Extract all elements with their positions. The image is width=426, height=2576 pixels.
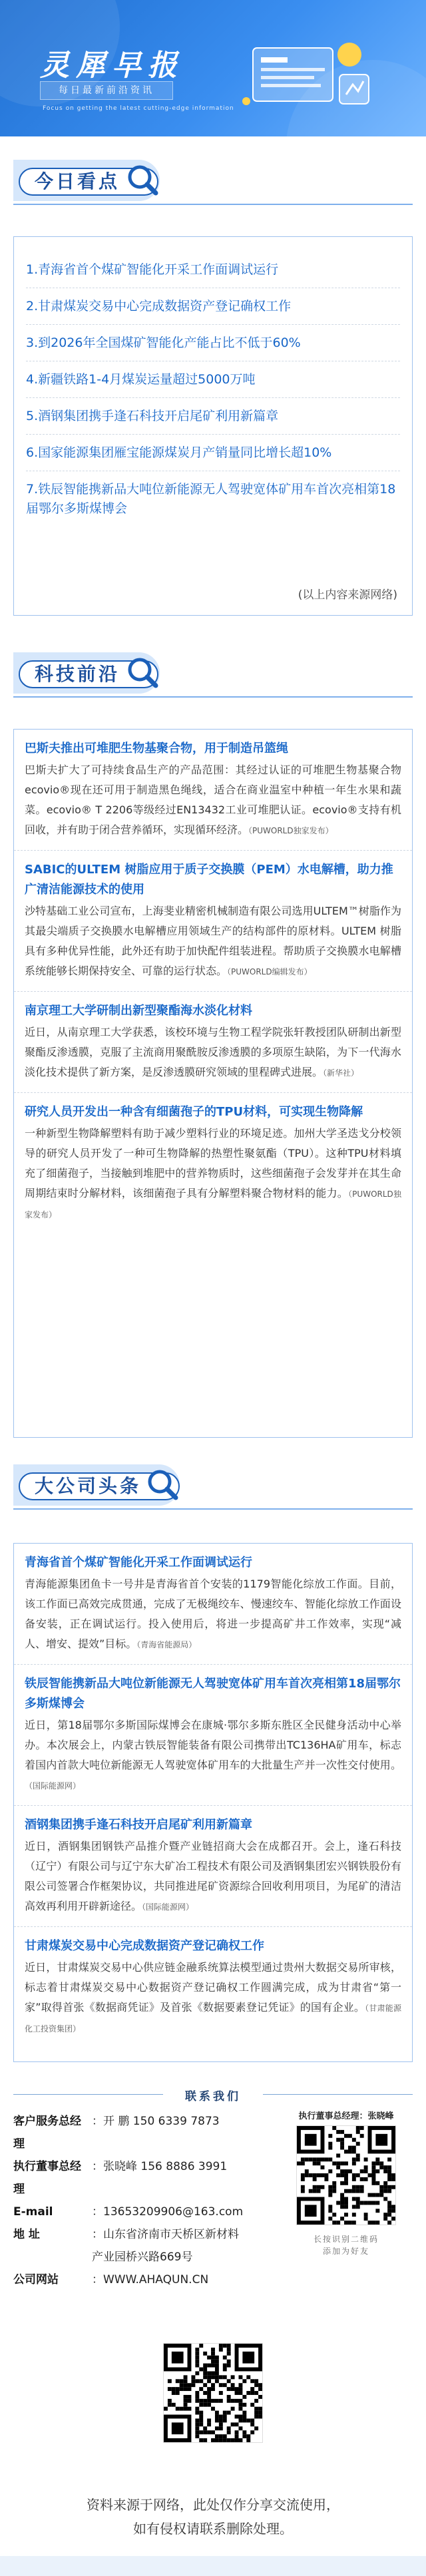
- article-title[interactable]: 研究人员开发出一种含有细菌孢子的TPU材料，可实现生物降解: [25, 1105, 363, 1119]
- contact-row: [13, 2155, 266, 2201]
- contact-row: [13, 2110, 266, 2155]
- contact-qr-panel: [280, 2109, 413, 2257]
- article-body: 沙特基础工业公司宣布，上海斐业精密机械制造有限公司选用ULTEM™树脂作为其最尖端质子交换膜水电解槽应用领域生产的结构部件的原材料。ULTEM 树脂具有多种优异性能，此外还有助于加快配件组装进程。帮助质子交换膜水电解槽系统能够长期保持安全、可靠的运行状态。: [25, 905, 401, 977]
- contact-value: ：山东省济南市天桥区新材料: [92, 2228, 239, 2241]
- footer-line: 资料来源于网络，此处仅作分享交流使用，: [87, 2497, 339, 2513]
- section-title-today: 今日看点: [19, 168, 158, 196]
- article-body: 一种新型生物降解塑料有助于减少塑料行业的环境足迹。加州大学圣迭戈分校领导的研究人员开发了一种可生物降解的热塑性聚氨酯（TPU）。这种TPU材料填充了细菌孢子，当接触到堆肥中的营养物质时，这些细菌孢子会发芽并在其生命周期结束时分解材料，该细菌孢子具有分解塑料聚合物材料的能力。: [25, 1127, 401, 1199]
- article-title[interactable]: 南京理工大学研制出新型聚酯海水淡化材料: [25, 1004, 252, 1018]
- footer-bar: [0, 2556, 426, 2576]
- section-heading-tech: [13, 652, 413, 700]
- article-title[interactable]: 青海省首个煤矿智能化开采工作面调试运行: [25, 1556, 252, 1570]
- article-source: （PUWORLD独家发布）: [248, 826, 333, 835]
- section-heading-today: [13, 160, 413, 208]
- contact-label: 公司网站: [13, 2273, 59, 2286]
- contact-label: E-mail: [13, 2205, 53, 2219]
- divider: [263, 2094, 413, 2095]
- article: [14, 1665, 412, 1806]
- contact-value[interactable]: ：13653209906@163.com: [92, 2205, 244, 2219]
- qr-hint: 添加为好友: [322, 2247, 369, 2256]
- article-body: 近日，第18届鄂尔多斯国际煤博会在康城·鄂尔多斯东胜区全民健身活动中心举办。本次展会上，内蒙古铁辰智能装备有限公司携带出TC136HA矿用车，标志着国内首款大吨位新能源无人驾驶宽体矿用车的大批量生产并一次性交付使用。: [25, 1719, 401, 1771]
- article-body: 巴斯夫扩大了可持续食品生产的产品范围：其经过认证的可堆肥生物基聚合物ecovio®现在还可用于制造黑色绳线，适合在商业温室中种植一年生水果和蔬菜。ecovio® T 2206等级经过EN13432工业可堆肥认证。ecovio®支持有机回收，并有助于闭合营养循环，实现循环经济。: [25, 763, 401, 836]
- contact-row: [13, 2246, 266, 2268]
- contact-row: [13, 2268, 266, 2291]
- article: [14, 992, 412, 1093]
- account-qr-code-icon[interactable]: [163, 2343, 263, 2443]
- article-title[interactable]: 铁辰智能携新品大吨位新能源无人驾驶宽体矿用车首次亮相第18届鄂尔多斯煤博会: [25, 1677, 401, 1711]
- article-source: （PUWORLD独家发布）: [25, 1189, 401, 1219]
- article-source: （PUWORLD编辑发布）: [227, 967, 312, 976]
- qr-hint: 长按识别二维码: [313, 2235, 379, 2244]
- footer-line: 如有侵权请联系删除处理。: [133, 2521, 293, 2537]
- magnifier-icon: [145, 1467, 180, 1502]
- contact-value[interactable]: ：WWW.AHAQUN.CN: [92, 2273, 209, 2286]
- tech-articles-box: [13, 729, 413, 1438]
- article-source: （新华社）: [323, 1068, 359, 1078]
- article-body: 近日，从南京理工大学获悉，该校环境与生物工程学院张轩教授团队研制出新型聚酯反渗透膜，克服了主流商用聚酰胺反渗透膜的多项原生缺陷，为下一代海水淡化技术提供了新方案，是反渗透膜研究领域的里程碑式进展。: [25, 1026, 401, 1078]
- banner-illustration-icon: [233, 28, 379, 114]
- headline-item[interactable]: 3.到2026年全国煤矿智能化产能占比不低于60%: [26, 325, 400, 361]
- article-source: （国际能源网）: [25, 1781, 81, 1791]
- qr-caption: 执行董事总经理：张晓峰: [298, 2111, 394, 2121]
- contact-row: [13, 2223, 266, 2246]
- banner-title: 灵犀早报: [40, 49, 184, 83]
- contact-value: 产业园桥兴路669号: [92, 2251, 193, 2264]
- headline-item[interactable]: 2.甘肃煤炭交易中心完成数据资产登记确权工作: [26, 288, 400, 325]
- article-source: （青海省能源局）: [136, 1640, 197, 1649]
- article: [14, 851, 412, 992]
- contact-value[interactable]: ：张晓峰 156 8886 3991: [92, 2160, 228, 2173]
- contact-label: 客户服务总经理: [13, 2115, 81, 2151]
- article: [14, 730, 412, 851]
- article: [14, 1927, 412, 2048]
- magnifier-icon: [125, 655, 160, 690]
- article-source: （国际能源网）: [142, 1902, 194, 1912]
- article: [14, 1093, 412, 1234]
- article-title[interactable]: 巴斯夫推出可堆肥生物基聚合物，用于制造吊篮绳: [25, 742, 288, 755]
- contact-info: [13, 2110, 266, 2291]
- section-heading-corp: [13, 1464, 413, 1512]
- headline-item[interactable]: 5.酒钢集团携手逢石科技开启尾矿利用新篇章: [26, 398, 400, 435]
- header-banner: [0, 0, 426, 136]
- headlines-source-note: (以上内容来源网络): [298, 588, 397, 602]
- article-body: 近日，甘肃煤炭交易中心供应链金融系统算法模型通过贵州大数据交易所审核，标志着甘肃煤炭交易中心数据资产登记确权工作圆满完成，成为甘肃省“第一家”取得首张《数据商凭证》及首张《数据要素登记凭证》的国有企业。: [25, 1961, 401, 2014]
- contact-label: 执行董事总经理: [13, 2160, 81, 2196]
- contact-title: 联系我们: [185, 2090, 241, 2103]
- banner-subtitle: 每日最新前沿资讯: [40, 81, 173, 100]
- footer-note: [13, 2493, 413, 2541]
- article-title[interactable]: 甘肃煤炭交易中心完成数据资产登记确权工作: [25, 1939, 264, 1953]
- section-title-tech: 科技前沿: [19, 660, 158, 688]
- headline-item[interactable]: 1.青海省首个煤矿智能化开采工作面调试运行: [26, 252, 400, 288]
- article-title[interactable]: 酒钢集团携手逢石科技开启尾矿利用新篇章: [25, 1818, 252, 1832]
- contact-row: [13, 2201, 266, 2223]
- headline-item[interactable]: 7.铁辰智能携新品大吨位新能源无人驾驶宽体矿用车首次亮相第18届鄂尔多斯煤博会: [26, 482, 396, 516]
- banner-tagline: Focus on getting the latest cutting-edge information: [43, 105, 234, 112]
- article-body: 青海能源集团鱼卡一号井是青海省首个安装的1179智能化综放工作面。目前，该工作面已高效完成贯通，完成了无极绳绞车、慢速绞车、智能化综放工作面设备安装，正在调试运行。投入使用后，将进一步提高矿井工作效率，实现“减人、增安、提效”目标。: [25, 1578, 401, 1650]
- headlines-list: [14, 237, 412, 527]
- headline-item[interactable]: 6.国家能源集团雁宝能源煤炭月产销量同比增长超10%: [26, 435, 400, 471]
- corp-articles-box: [13, 1543, 413, 2062]
- magnifier-icon: [125, 162, 160, 197]
- article: [14, 1544, 412, 1665]
- contact-label: 地 址: [13, 2228, 40, 2241]
- headline-item[interactable]: 4.新疆铁路1-4月煤炭运量超过5000万吨: [26, 361, 400, 398]
- article-title[interactable]: SABIC的ULTEM 树脂应用于质子交换膜（PEM）水电解槽，助力推广清洁能源技术的使用: [25, 863, 393, 897]
- article-body: 近日，酒钢集团钢铁产品推介暨产业链招商大会在成都召开。会上，逢石科技（辽宁）有限公司与辽宁东大矿冶工程技术有限公司及酒钢集团宏兴钢铁股份有限公司签署合作框架协议，共同推进尾矿资源综合回收利用项目，为尾矿的清洁高效再利用开辟新途径。: [25, 1840, 401, 1912]
- article-source: （甘肃能源化工投资集团）: [25, 2004, 401, 2034]
- headlines-box: [13, 236, 413, 616]
- section-title-corp: 大公司头条: [19, 1472, 180, 1500]
- wechat-qr-code-icon[interactable]: [296, 2125, 396, 2225]
- article: [14, 1806, 412, 1927]
- contact-value[interactable]: ：开 鹏 150 6339 7873: [92, 2115, 220, 2128]
